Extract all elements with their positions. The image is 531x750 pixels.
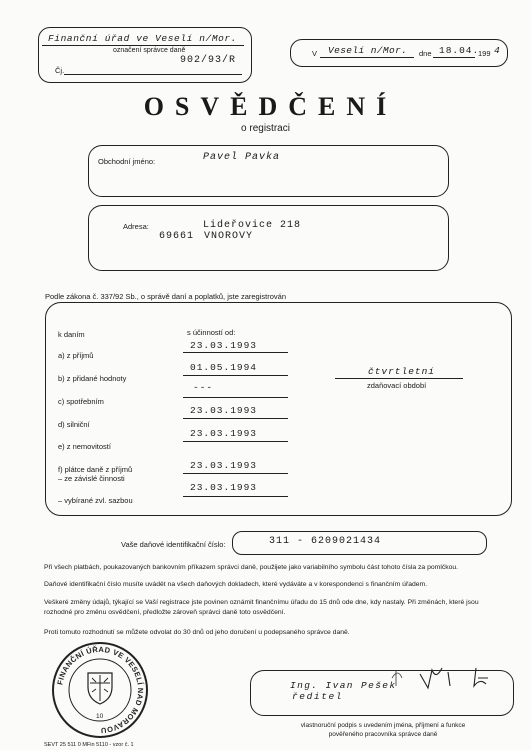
paragraph-tax-id-usage: Daňové identifikační číslo musíte uvádět na všech daňových dokladech, které vydáváte a v korespondenci s finančním úřadem. [44, 581, 428, 588]
address-city: VNOROVY [204, 231, 254, 242]
year-digit: 4 [494, 45, 501, 56]
tax-row-date: 23.03.1993 [190, 482, 258, 493]
handwritten-signature [390, 664, 510, 702]
tax-row-underline [183, 418, 288, 419]
year-prefix: 199 [478, 49, 491, 58]
office-name: Finanční úřad ve Veselí n/Mor. [48, 33, 238, 44]
date-prefix: dne [419, 49, 432, 58]
signatory-name: Ing. Ivan Pešek [290, 680, 397, 691]
tax-column-header: k daním [58, 330, 85, 339]
tax-row-label: e) z nemovitostí [58, 442, 111, 451]
address-box [88, 205, 449, 271]
tax-row-label: f) plátce daně z příjmů [58, 465, 133, 474]
tax-row-underline [183, 441, 288, 442]
signatory-role: ředitel [292, 691, 344, 702]
tax-row-label: a) z příjmů [58, 351, 94, 360]
business-name-value: Pavel Pavka [203, 152, 281, 163]
tax-row-sublabel: – ze závislé činnosti [58, 474, 125, 483]
tax-row-underline [183, 352, 288, 353]
office-underline [42, 45, 244, 46]
tax-row-date: 23.03.1993 [190, 460, 258, 471]
address-zip: 69661 [159, 231, 195, 242]
date: 18.04. [439, 45, 480, 56]
tax-id-value: 311 - 6209021434 [269, 536, 382, 547]
reference-number: 902/93/R [180, 55, 237, 66]
tax-id-label: Vaše daňové identifikační číslo: [121, 540, 226, 549]
paragraph-appeal: Proti tomuto rozhodnutí se můžete odvolat do 30 dnů od jeho doručení u podepsaného správce daně. [44, 629, 350, 636]
tax-row-date: 23.03.1993 [190, 428, 258, 439]
tax-row-label: d) silniční [58, 420, 90, 429]
signature-caption-line-1: vlastnoruční podpis s uvedením jména, příjmení a funkce [300, 722, 466, 729]
document-title: OSVĚDČENÍ [143, 92, 398, 121]
paragraph-changes: Veškeré změny údajů, týkající se Vaší registrace jste povinen oznámit finančnímu úřadu do 15 dnů ode dne, kdy nastaly. Při změnách, které jsou rozhodné pro změnu osvědčení, předložte zároveň správci daně toto osvědčení. [44, 599, 479, 616]
place-prefix: V [312, 49, 318, 58]
tax-row-label: c) spotřebním [58, 397, 104, 406]
ref-prefix: Čj. [55, 66, 65, 75]
tax-row-label: b) z přidané hodnoty [58, 374, 127, 383]
tax-row-date: 23.03.1993 [190, 340, 258, 351]
effective-column-header: s účinností od: [187, 328, 236, 337]
date-underline [433, 57, 475, 58]
place-underline [320, 57, 414, 58]
address-label: Adresa: [123, 222, 149, 231]
svg-text:FINANČNÍ ÚŘAD VE VESELÍ NAD MO: FINANČNÍ ÚŘAD VE VESELÍ NAD MORAVOU [55, 644, 146, 736]
business-name-label: Obchodní jméno: [98, 157, 156, 166]
paragraph-payments: Při všech platbách, poukazovaných bankovním příkazem správci daně, použijete jako variabilního symbolu část tohoto čísla za pomlčkou. [44, 564, 459, 571]
form-code: SEVT 25 511 0 MFin 5110 - vzor č. 1 [44, 742, 134, 748]
tax-period-underline [335, 378, 463, 379]
tax-row-date: --- [193, 382, 214, 393]
tax-period-label: zdaňovací období [367, 381, 427, 390]
tax-row-underline [183, 473, 288, 474]
tax-row-date: 23.03.1993 [190, 405, 258, 416]
tax-row-underline [183, 397, 288, 398]
official-stamp [50, 640, 150, 740]
svg-text:10: 10 [96, 713, 104, 720]
law-text: Podle zákona č. 337/92 Sb., o správě daní a poplatků, jste zaregistrován [45, 292, 286, 301]
tax-row-date: 01.05.1994 [190, 362, 258, 373]
address-street: Lideřovice 218 [203, 220, 302, 231]
ref-underline [64, 74, 242, 75]
tax-row-underline [183, 375, 288, 376]
tax-row-label: – vybírané zvl. sazbou [58, 496, 133, 505]
tax-row-underline [183, 496, 288, 497]
office-caption: označení správce daně [113, 47, 186, 54]
registration-box [45, 302, 512, 516]
tax-period-value: čtvrtletní [368, 366, 436, 377]
signature-caption-line-2: pověřeného pracovníka správce daně [328, 731, 438, 738]
place: Veselí n/Mor. [328, 45, 408, 56]
document-subtitle: o registraci [241, 123, 290, 134]
